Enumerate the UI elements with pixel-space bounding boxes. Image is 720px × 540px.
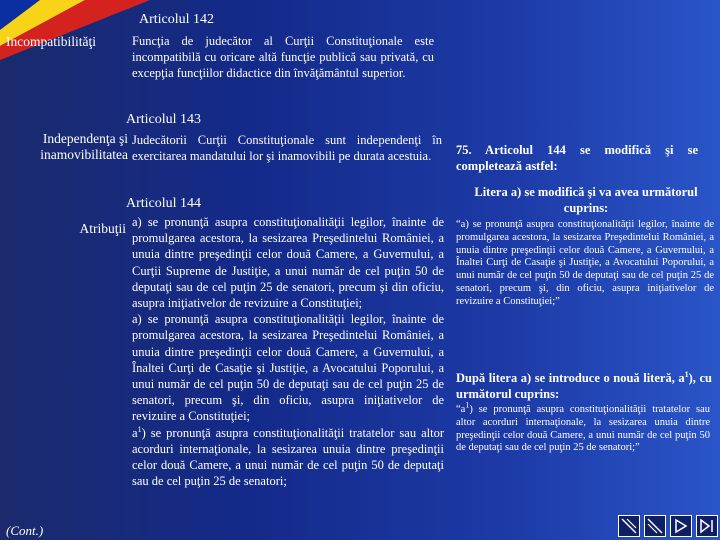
article-144-para-a1: $a^1$) se pronunţă asupra constituţionalităţii tratatelor sau altor acorduri internaţionale, la sesizarea unuia dintre preşedinţii celor două Camere, a unui număr de cel puţin 50 de deputaţi sau de cel puţin 25 de senatori; [132, 424, 444, 489]
letter-a1-quote: “$a^1$) se pronunţă asupra constituţionalităţii tratatelor sau altor acorduri internaţionale, la sesizarea unuia dintre preşedinţii celor două Camere, a unui număr de cel puţin 50 de deputaţi sau de cel puţin 25 de senatori;” [456, 400, 710, 454]
article-143-label-line1: Independenţa şi [42, 131, 128, 146]
last-page-icon[interactable] [696, 515, 718, 537]
article-144-text [132, 214, 444, 489]
article-142-title: Articolul 142 [139, 12, 215, 27]
flag-corner-icon [0, 0, 150, 60]
article-144-title: Articolul 144 [126, 196, 202, 211]
next-page-icon[interactable] [670, 515, 692, 537]
article-144-para-a-old: a) se pronunţă asupra constituţionalităţii legilor, înainte de promulgarea acestora, la sesizarea Preşedintelui României, a unuia dintre preşedinţii celor două Camere, a Guvernului, a Curţii Supreme de Justiţie, a unui număr de cel puţin 50 de deputaţi sau de cel puţin 25 de senatori, precum şi din oficiu, asupra iniţiativelor de revizuire a Constituţiei; [132, 215, 444, 311]
article-144-label: Atribuţii [79, 221, 126, 236]
letter-a-quote: “a) se pronunţă asupra constituţionalităţii legilor, înainte de promulgarea acestora, la sesizarea Preşedintelui României, a unuia dintre preşedinţii celor două Camere, a Guvernului, a Înaltei Curţi de Casaţie şi Justiţie, a Avocatului Poporului, a unui număr de cel puţin 50 de deputaţi sau de cel puţin 25 de senatori, precum şi, din oficiu, asupra iniţiativelor de revizuire a Constituţiei;” [456, 219, 714, 307]
article-142-label: Incompatibilităţi [6, 34, 96, 49]
letter-a1-heading: După litera a) se introduce o nouă literă, $a^1$), cu următorul cuprins: [456, 369, 712, 401]
continued-label: (Cont.) [6, 523, 44, 538]
letter-a-heading: Litera a) se modifică şi va avea următorul cuprins: [474, 185, 698, 215]
first-page-icon[interactable] [618, 515, 640, 537]
article-144-para-a-new: a) se pronunţă asupra constituţionalităţii legilor, înainte de promulgarea acestora, la sesizarea Preşedintelui României, a unuia dintre preşedinţii celor două Camere, a Guvernului, a Înaltei Curţi de Casaţie şi Justiţie, a Avocatului Poporului, a unui număr de cel puţin 50 de deputaţi sau de cel puţin 25 de senatori, precum şi, din oficiu, asupra iniţiativelor de revizuire a Constituţiei; [132, 312, 444, 424]
article-143-title: Articolul 143 [126, 112, 202, 127]
article-142-text: Funcţia de judecător al Curţii Constituţionale este incompatibilă cu oricare altă funcţie publică sau privată, cu excepţia funcţiilor didactice din învăţământul superior. [132, 34, 434, 81]
article-143-label [4, 131, 128, 163]
previous-page-icon[interactable] [644, 515, 666, 537]
amendment-heading: 75. Articolul 144 se modifică şi se completează astfel: [456, 143, 698, 173]
article-143-text: Judecătorii Curţii Constituţionale sunt independenţi în exercitarea mandatului lor şi inamovibili pe durata acestuia. [132, 133, 442, 164]
article-143-label-line2: inamovibilitatea [40, 147, 128, 162]
